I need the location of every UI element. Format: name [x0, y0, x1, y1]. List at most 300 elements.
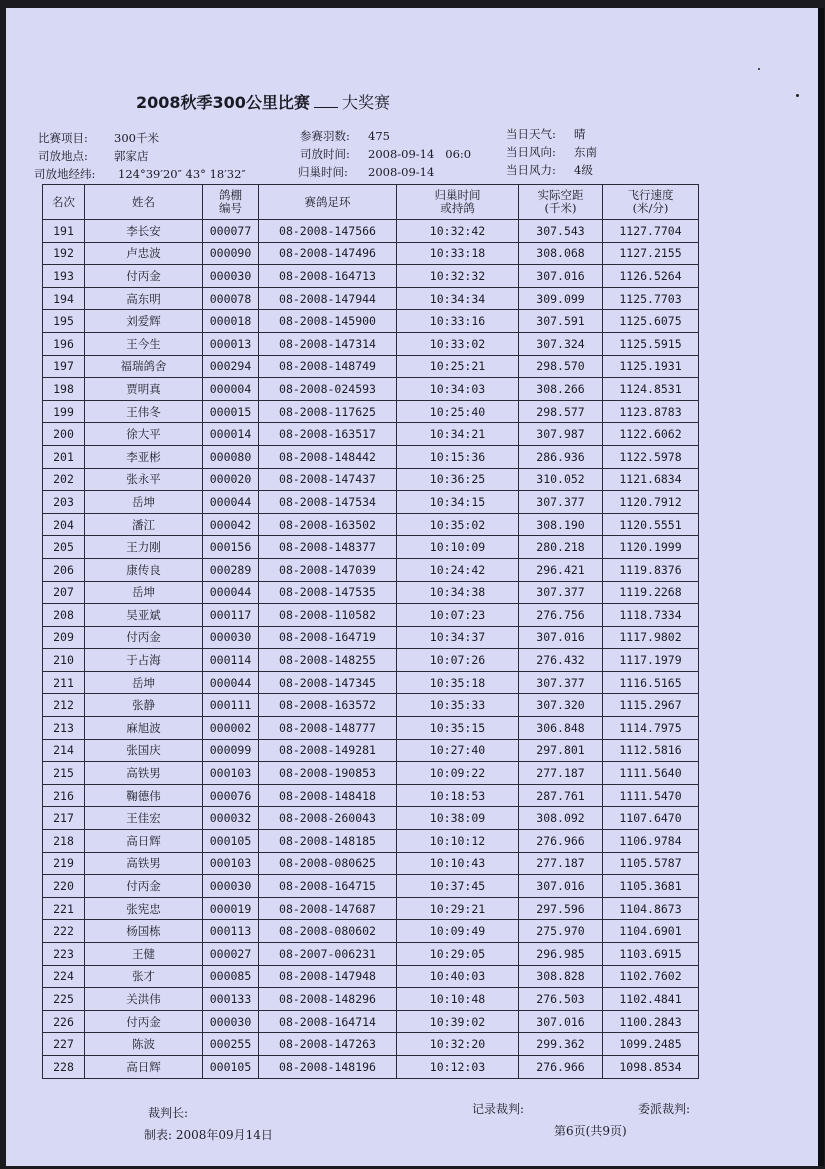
- cell-distance: 307.377: [519, 671, 603, 694]
- cell-speed: 1120.5551: [603, 513, 699, 536]
- cell-distance: 276.756: [519, 604, 603, 627]
- cell-loft-id: 000103: [203, 852, 259, 875]
- cell-speed: 1105.3681: [603, 875, 699, 898]
- cell-distance: 298.570: [519, 355, 603, 378]
- cell-name: 岳坤: [85, 671, 203, 694]
- cell-name: 王健: [85, 943, 203, 966]
- cell-ring: 08-2008-149281: [259, 739, 397, 762]
- cell-speed: 1120.1999: [603, 536, 699, 559]
- cell-distance: 307.320: [519, 694, 603, 717]
- table-row: [43, 220, 699, 243]
- cell-distance: 310.052: [519, 468, 603, 491]
- cell-rank: 210: [43, 649, 85, 672]
- cell-distance: 307.016: [519, 626, 603, 649]
- cell-rank: 222: [43, 920, 85, 943]
- cell-speed: 1125.5915: [603, 332, 699, 355]
- cell-speed: 1098.8534: [603, 1055, 699, 1078]
- table-row: [43, 1055, 699, 1078]
- table-row: [43, 265, 699, 288]
- cell-speed: 1121.6834: [603, 468, 699, 491]
- table-row: [43, 242, 699, 265]
- cell-loft-id: 000018: [203, 310, 259, 333]
- cell-rank: 191: [43, 220, 85, 243]
- cell-ring: 08-2008-147314: [259, 332, 397, 355]
- cell-loft-id: 000078: [203, 287, 259, 310]
- cell-loft-id: 000044: [203, 491, 259, 514]
- cell-loft-id: 000105: [203, 1055, 259, 1078]
- table-row: [43, 694, 699, 717]
- cell-loft-id: 000103: [203, 762, 259, 785]
- cell-rank: 208: [43, 604, 85, 627]
- title-blank-line: [314, 107, 338, 108]
- table-row: [43, 400, 699, 423]
- cell-distance: 307.016: [519, 875, 603, 898]
- cell-speed: 1102.4841: [603, 988, 699, 1011]
- table-row: [43, 671, 699, 694]
- cell-distance: 296.985: [519, 943, 603, 966]
- cell-ring: 08-2008-147534: [259, 491, 397, 514]
- cell-name: 卢忠波: [85, 242, 203, 265]
- cell-loft-id: 000044: [203, 581, 259, 604]
- cell-name: 高日辉: [85, 830, 203, 853]
- table-row: [43, 378, 699, 401]
- cell-return-time: 10:25:40: [397, 400, 519, 423]
- cell-loft-id: 000015: [203, 400, 259, 423]
- cell-ring: 08-2007-006231: [259, 943, 397, 966]
- cell-speed: 1116.5165: [603, 671, 699, 694]
- cell-return-time: 10:34:37: [397, 626, 519, 649]
- cell-distance: 306.848: [519, 717, 603, 740]
- cell-loft-id: 000014: [203, 423, 259, 446]
- table-row: [43, 830, 699, 853]
- cell-rank: 206: [43, 558, 85, 581]
- cell-return-time: 10:37:45: [397, 875, 519, 898]
- cell-rank: 221: [43, 897, 85, 920]
- info-release-time: 司放时间: 2008-09-14 06:0: [300, 147, 472, 161]
- cell-return-time: 10:35:15: [397, 717, 519, 740]
- header-speed: 飞行速度 (米/分): [603, 185, 699, 220]
- cell-ring: 08-2008-148777: [259, 717, 397, 740]
- table-row: [43, 604, 699, 627]
- cell-rank: 217: [43, 807, 85, 830]
- cell-speed: 1099.2485: [603, 1033, 699, 1056]
- cell-loft-id: 000289: [203, 558, 259, 581]
- cell-rank: 228: [43, 1055, 85, 1078]
- cell-ring: 08-2008-147535: [259, 581, 397, 604]
- cell-ring: 08-2008-164714: [259, 1010, 397, 1033]
- cell-speed: 1104.8673: [603, 897, 699, 920]
- cell-distance: 276.432: [519, 649, 603, 672]
- info-item: 比赛项目: 300千米: [38, 131, 159, 145]
- cell-speed: 1122.6062: [603, 423, 699, 446]
- info-return-time: 归巢时间: 2008-09-14: [298, 165, 435, 179]
- info-weather: 当日天气: 晴: [506, 127, 586, 141]
- footer-page-number: 第6页(共9页): [554, 1124, 627, 1138]
- cell-speed: 1124.8531: [603, 378, 699, 401]
- table-body: [43, 220, 699, 1079]
- cell-loft-id: 000013: [203, 332, 259, 355]
- cell-return-time: 10:10:09: [397, 536, 519, 559]
- cell-loft-id: 000113: [203, 920, 259, 943]
- table-row: [43, 897, 699, 920]
- table-row: [43, 649, 699, 672]
- cell-loft-id: 000294: [203, 355, 259, 378]
- cell-return-time: 10:36:25: [397, 468, 519, 491]
- cell-loft-id: 000156: [203, 536, 259, 559]
- cell-rank: 226: [43, 1010, 85, 1033]
- cell-rank: 196: [43, 332, 85, 355]
- cell-return-time: 10:32:42: [397, 220, 519, 243]
- cell-name: 付丙金: [85, 875, 203, 898]
- cell-return-time: 10:34:15: [397, 491, 519, 514]
- cell-name: 康传良: [85, 558, 203, 581]
- cell-name: 关洪伟: [85, 988, 203, 1011]
- results-table: [42, 184, 699, 1079]
- cell-loft-id: 000085: [203, 965, 259, 988]
- cell-rank: 202: [43, 468, 85, 491]
- cell-return-time: 10:12:03: [397, 1055, 519, 1078]
- cell-loft-id: 000255: [203, 1033, 259, 1056]
- cell-loft-id: 000133: [203, 988, 259, 1011]
- cell-rank: 207: [43, 581, 85, 604]
- table-row: [43, 965, 699, 988]
- cell-distance: 307.016: [519, 1010, 603, 1033]
- cell-ring: 08-2008-148196: [259, 1055, 397, 1078]
- cell-distance: 308.828: [519, 965, 603, 988]
- cell-distance: 307.591: [519, 310, 603, 333]
- cell-loft-id: 000030: [203, 1010, 259, 1033]
- cell-name: 付丙金: [85, 1010, 203, 1033]
- cell-rank: 209: [43, 626, 85, 649]
- cell-rank: 198: [43, 378, 85, 401]
- cell-name: 付丙金: [85, 265, 203, 288]
- cell-ring: 08-2008-164713: [259, 265, 397, 288]
- table-row: [43, 762, 699, 785]
- cell-distance: 298.577: [519, 400, 603, 423]
- cell-return-time: 10:27:40: [397, 739, 519, 762]
- cell-return-time: 10:10:48: [397, 988, 519, 1011]
- cell-loft-id: 000117: [203, 604, 259, 627]
- cell-ring: 08-2008-147345: [259, 671, 397, 694]
- cell-return-time: 10:39:02: [397, 1010, 519, 1033]
- cell-return-time: 10:07:23: [397, 604, 519, 627]
- cell-distance: 296.421: [519, 558, 603, 581]
- table-row: [43, 807, 699, 830]
- cell-ring: 08-2008-148296: [259, 988, 397, 1011]
- cell-name: 王佳宏: [85, 807, 203, 830]
- cell-loft-id: 000020: [203, 468, 259, 491]
- cell-name: 李亚彬: [85, 445, 203, 468]
- cell-return-time: 10:35:33: [397, 694, 519, 717]
- cell-loft-id: 000080: [203, 445, 259, 468]
- cell-return-time: 10:40:03: [397, 965, 519, 988]
- cell-ring: 08-2008-260043: [259, 807, 397, 830]
- cell-distance: 280.218: [519, 536, 603, 559]
- cell-ring: 08-2008-147263: [259, 1033, 397, 1056]
- table-row: [43, 513, 699, 536]
- cell-name: 高东明: [85, 287, 203, 310]
- cell-name: 贾明真: [85, 378, 203, 401]
- cell-distance: 287.761: [519, 784, 603, 807]
- cell-ring: 08-2008-148442: [259, 445, 397, 468]
- cell-name: 潘江: [85, 513, 203, 536]
- cell-name: 张才: [85, 965, 203, 988]
- cell-speed: 1103.6915: [603, 943, 699, 966]
- cell-distance: 276.966: [519, 830, 603, 853]
- cell-ring: 08-2008-147687: [259, 897, 397, 920]
- cell-speed: 1105.5787: [603, 852, 699, 875]
- cell-rank: 227: [43, 1033, 85, 1056]
- cell-speed: 1126.5264: [603, 265, 699, 288]
- cell-speed: 1102.7602: [603, 965, 699, 988]
- header-loft: 鸽棚 编号: [203, 185, 259, 220]
- cell-loft-id: 000030: [203, 875, 259, 898]
- cell-loft-id: 000027: [203, 943, 259, 966]
- cell-rank: 200: [43, 423, 85, 446]
- cell-return-time: 10:34:21: [397, 423, 519, 446]
- cell-ring: 08-2008-110582: [259, 604, 397, 627]
- cell-ring: 08-2008-147948: [259, 965, 397, 988]
- table-row: [43, 581, 699, 604]
- cell-ring: 08-2008-148255: [259, 649, 397, 672]
- table-row: [43, 739, 699, 762]
- page-title: [136, 90, 390, 113]
- cell-distance: 307.377: [519, 491, 603, 514]
- cell-return-time: 10:29:05: [397, 943, 519, 966]
- table-row: [43, 287, 699, 310]
- cell-name: 张静: [85, 694, 203, 717]
- cell-distance: 308.190: [519, 513, 603, 536]
- cell-name: 福瑞鸽舍: [85, 355, 203, 378]
- cell-rank: 219: [43, 852, 85, 875]
- cell-speed: 1111.5640: [603, 762, 699, 785]
- cell-distance: 276.966: [519, 1055, 603, 1078]
- table-row: [43, 875, 699, 898]
- cell-speed: 1119.2268: [603, 581, 699, 604]
- cell-loft-id: 000030: [203, 626, 259, 649]
- cell-speed: 1123.8783: [603, 400, 699, 423]
- cell-return-time: 10:35:18: [397, 671, 519, 694]
- cell-rank: 197: [43, 355, 85, 378]
- info-place: 司放地点: 郭家店: [38, 149, 149, 163]
- table-row: [43, 423, 699, 446]
- cell-ring: 08-2008-148185: [259, 830, 397, 853]
- cell-ring: 08-2008-080625: [259, 852, 397, 875]
- cell-loft-id: 000042: [203, 513, 259, 536]
- header-return-time: 归巢时间 或持鸽: [397, 185, 519, 220]
- title-sub: 大奖赛: [341, 93, 390, 112]
- cell-loft-id: 000019: [203, 897, 259, 920]
- cell-name: 岳坤: [85, 581, 203, 604]
- cell-distance: 308.266: [519, 378, 603, 401]
- table-row: [43, 784, 699, 807]
- table-row: [43, 1010, 699, 1033]
- table-row: [43, 445, 699, 468]
- table-row: [43, 626, 699, 649]
- cell-return-time: 10:09:49: [397, 920, 519, 943]
- cell-return-time: 10:07:26: [397, 649, 519, 672]
- cell-distance: 299.362: [519, 1033, 603, 1056]
- cell-rank: 224: [43, 965, 85, 988]
- cell-loft-id: 000004: [203, 378, 259, 401]
- cell-speed: 1104.6901: [603, 920, 699, 943]
- cell-rank: 192: [43, 242, 85, 265]
- cell-name: 张宪忠: [85, 897, 203, 920]
- cell-rank: 205: [43, 536, 85, 559]
- cell-distance: 307.987: [519, 423, 603, 446]
- cell-return-time: 10:09:22: [397, 762, 519, 785]
- cell-distance: 286.936: [519, 445, 603, 468]
- header-distance: 实际空距 (千米): [519, 185, 603, 220]
- table-row: [43, 1033, 699, 1056]
- cell-distance: 307.543: [519, 220, 603, 243]
- document-page: [6, 8, 824, 1166]
- cell-distance: 297.801: [519, 739, 603, 762]
- cell-rank: 195: [43, 310, 85, 333]
- cell-speed: 1127.2155: [603, 242, 699, 265]
- cell-rank: 215: [43, 762, 85, 785]
- cell-return-time: 10:25:21: [397, 355, 519, 378]
- cell-rank: 204: [43, 513, 85, 536]
- cell-distance: 307.016: [519, 265, 603, 288]
- cell-name: 麻旭波: [85, 717, 203, 740]
- cell-name: 刘爱辉: [85, 310, 203, 333]
- cell-speed: 1107.6470: [603, 807, 699, 830]
- cell-return-time: 10:33:18: [397, 242, 519, 265]
- cell-speed: 1100.2843: [603, 1010, 699, 1033]
- cell-ring: 08-2008-148749: [259, 355, 397, 378]
- cell-return-time: 10:18:53: [397, 784, 519, 807]
- cell-rank: 194: [43, 287, 85, 310]
- cell-speed: 1115.2967: [603, 694, 699, 717]
- cell-ring: 08-2008-147944: [259, 287, 397, 310]
- cell-rank: 201: [43, 445, 85, 468]
- header-name: 姓名: [85, 185, 203, 220]
- cell-name: 付丙金: [85, 626, 203, 649]
- cell-ring: 08-2008-024593: [259, 378, 397, 401]
- scan-speck: [796, 94, 799, 97]
- cell-name: 高铁男: [85, 762, 203, 785]
- cell-distance: 277.187: [519, 852, 603, 875]
- cell-ring: 08-2008-163502: [259, 513, 397, 536]
- cell-ring: 08-2008-147039: [259, 558, 397, 581]
- cell-name: 高日辉: [85, 1055, 203, 1078]
- cell-return-time: 10:38:09: [397, 807, 519, 830]
- cell-rank: 199: [43, 400, 85, 423]
- cell-ring: 08-2008-148418: [259, 784, 397, 807]
- cell-rank: 203: [43, 491, 85, 514]
- cell-return-time: 10:29:21: [397, 897, 519, 920]
- cell-distance: 308.092: [519, 807, 603, 830]
- cell-rank: 223: [43, 943, 85, 966]
- cell-name: 岳坤: [85, 491, 203, 514]
- info-wind-direction: 当日风向: 东南: [506, 145, 597, 159]
- table-row: [43, 988, 699, 1011]
- cell-return-time: 10:34:38: [397, 581, 519, 604]
- cell-loft-id: 000002: [203, 717, 259, 740]
- cell-loft-id: 000076: [203, 784, 259, 807]
- cell-speed: 1114.7975: [603, 717, 699, 740]
- cell-distance: 308.068: [519, 242, 603, 265]
- table-row: [43, 355, 699, 378]
- table-row: [43, 332, 699, 355]
- cell-speed: 1118.7334: [603, 604, 699, 627]
- cell-return-time: 10:10:43: [397, 852, 519, 875]
- table-row: [43, 310, 699, 333]
- cell-speed: 1111.5470: [603, 784, 699, 807]
- cell-speed: 1112.5816: [603, 739, 699, 762]
- cell-ring: 08-2008-148377: [259, 536, 397, 559]
- cell-distance: 297.596: [519, 897, 603, 920]
- cell-distance: 276.503: [519, 988, 603, 1011]
- cell-return-time: 10:32:20: [397, 1033, 519, 1056]
- table-row: [43, 468, 699, 491]
- cell-ring: 08-2008-190853: [259, 762, 397, 785]
- cell-ring: 08-2008-147496: [259, 242, 397, 265]
- cell-speed: 1117.9802: [603, 626, 699, 649]
- cell-name: 王今生: [85, 332, 203, 355]
- cell-loft-id: 000090: [203, 242, 259, 265]
- cell-name: 于占海: [85, 649, 203, 672]
- cell-rank: 211: [43, 671, 85, 694]
- cell-ring: 08-2008-147566: [259, 220, 397, 243]
- cell-return-time: 10:15:36: [397, 445, 519, 468]
- cell-loft-id: 000077: [203, 220, 259, 243]
- cell-name: 鞠德伟: [85, 784, 203, 807]
- table-row: [43, 852, 699, 875]
- cell-loft-id: 000105: [203, 830, 259, 853]
- cell-name: 杨国栋: [85, 920, 203, 943]
- footer-recorder: 记录裁判:: [472, 1102, 525, 1116]
- cell-distance: 307.377: [519, 581, 603, 604]
- cell-ring: 08-2008-145900: [259, 310, 397, 333]
- cell-speed: 1125.6075: [603, 310, 699, 333]
- cell-loft-id: 000044: [203, 671, 259, 694]
- cell-speed: 1106.9784: [603, 830, 699, 853]
- cell-speed: 1127.7704: [603, 220, 699, 243]
- footer-referee: 裁判长:: [148, 1106, 189, 1120]
- cell-return-time: 10:10:12: [397, 830, 519, 853]
- cell-return-time: 10:35:02: [397, 513, 519, 536]
- cell-ring: 08-2008-147437: [259, 468, 397, 491]
- cell-ring: 08-2008-080602: [259, 920, 397, 943]
- cell-distance: 309.099: [519, 287, 603, 310]
- table-row: [43, 536, 699, 559]
- cell-rank: 214: [43, 739, 85, 762]
- table-row: [43, 558, 699, 581]
- scan-speck: [758, 68, 760, 70]
- info-coords: 司放地经纬: 124°39′20″ 43° 18′32″: [34, 167, 246, 181]
- cell-distance: 275.970: [519, 920, 603, 943]
- title-main: 2008秋季300公里比赛: [136, 93, 310, 112]
- cell-name: 吴亚斌: [85, 604, 203, 627]
- cell-return-time: 10:34:34: [397, 287, 519, 310]
- cell-speed: 1119.8376: [603, 558, 699, 581]
- cell-speed: 1120.7912: [603, 491, 699, 514]
- footer-made-date: 制表: 2008年09月14日: [144, 1128, 273, 1142]
- cell-rank: 218: [43, 830, 85, 853]
- cell-name: 高铁男: [85, 852, 203, 875]
- info-count: 参赛羽数: 475: [300, 129, 390, 143]
- cell-name: 王力刚: [85, 536, 203, 559]
- cell-ring: 08-2008-164715: [259, 875, 397, 898]
- cell-loft-id: 000099: [203, 739, 259, 762]
- cell-loft-id: 000032: [203, 807, 259, 830]
- cell-loft-id: 000111: [203, 694, 259, 717]
- cell-name: 张国庆: [85, 739, 203, 762]
- table-row: [43, 920, 699, 943]
- cell-return-time: 10:32:32: [397, 265, 519, 288]
